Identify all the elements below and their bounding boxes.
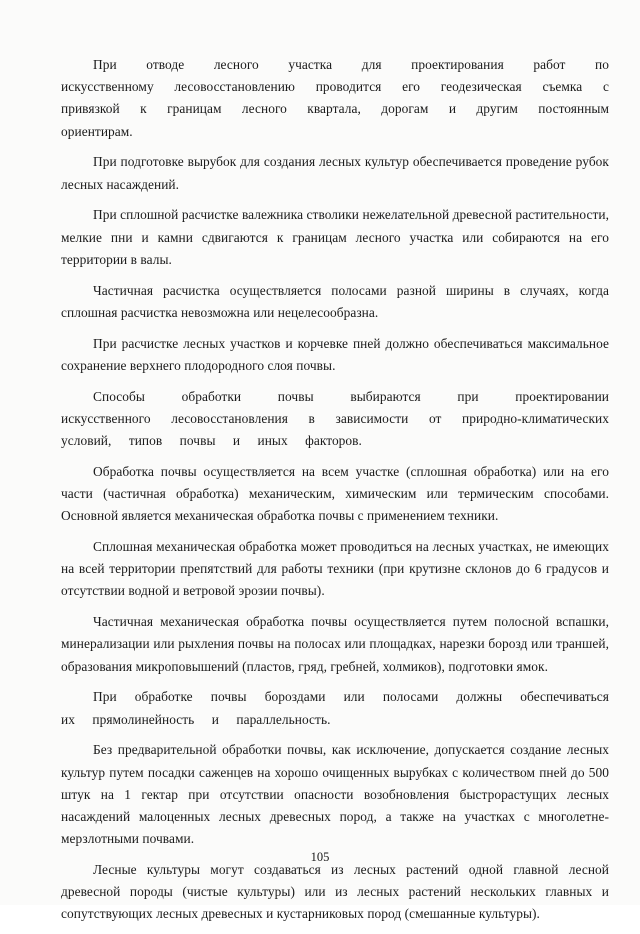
paragraph-tillage-types: Обработка почвы осуществляется на всем участке (сплошная обработка) или на его части (частичная обработка) механическим, химическим или термическим способами. Основной является механическая обработка почвы с применением техники. [61,463,609,524]
paragraph-topsoil-preservation: При расчистке лесных участков и корчевке пней должно обеспечиваться максимальное сохранение верхнего плодородного слоя почвы. [61,335,609,373]
paragraph-forest-culture-types: Лесные культуры могут создаваться из лесных растений одной главной лесной древесной породы (чистые культуры) или из лесных растений нескольких главных и сопутствующих лесных древесных и кустарниковых пород (смешанные культуры). [61,862,609,922]
paragraph-furrow-straightness: При обработке почвы бороздами или полосами должны обеспечиваться их прямолинейность и параллельность. [61,689,609,727]
paragraph-no-tillage-exception: Без предварительной обработки почвы, как исключение, допускается создание лесных культур путем посадки саженцев на хорошо очищенных вырубках с количеством пней до 500 штук на 1 гектар при отсутствии опасности возобновления быстрорастущих лесных насаждений малоценных лесных древесных пород, а также на участках с многолетне-мерзлотными почвами. [61,742,609,847]
document-body [61,54,609,934]
paragraph-tillage-methods: Способы обработки почвы выбираются при проектировании искусственного лесовосстановления в зависимости от природно-климатических условий, типов почвы и иных факторов. [61,388,609,449]
paragraph-partial-clearing: Частичная расчистка осуществляется полосами разной ширины в случаях, когда сплошная расчистка невозможна или нецелесообразна. [61,282,609,320]
paragraph-full-clearing: При сплошной расчистке валежника стволики нежелательной древесной растительности, мелкие пни и камни сдвигаются к границам лесного участка или собираются на его территории в валы. [61,207,609,267]
paragraph-site-allocation: При отводе лесного участка для проектирования работ по искусственному лесовосстановлению проводится его геодезическая съемка с привязкой к границам лесного квартала, дорогам и другим постоянным ориентирам. [61,57,609,139]
paragraph-partial-mechanical-tillage: Частичная механическая обработка почвы осуществляется путем полосной вспашки, минерализации или рыхления почвы на полосах или площадках, нарезки борозд или траншей, образования микроповышений (пластов, гряд, гребней, холмиков), подготовки ямок. [61,614,609,674]
paragraph-full-mechanical-tillage: Сплошная механическая обработка может проводиться на лесных участках, не имеющих на всей территории препятствий для работы техники (при крутизне склонов до 6 градусов и отсутствии водной и ветровой эрозии почвы). [61,539,609,599]
paragraph-clearcut-preparation: При подготовке вырубок для создания лесных культур обеспечивается проведение рубок лесных насаждений. [61,154,609,192]
page-number: 105 [310,850,330,864]
